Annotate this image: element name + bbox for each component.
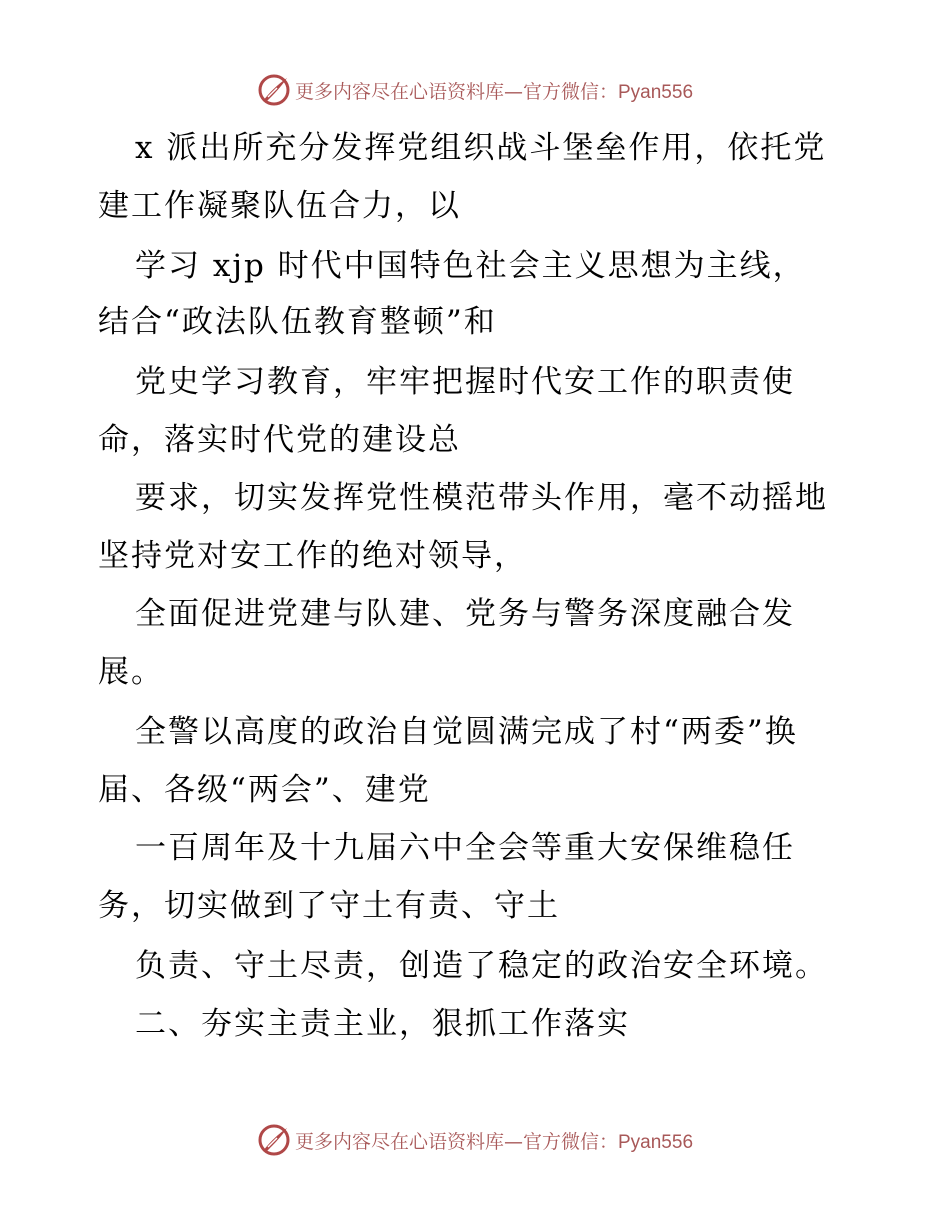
text-line: 党史学习教育，牢牢把握时代安工作的职责使 (135, 364, 795, 400)
footer-watermark (0, 1120, 950, 1160)
text-line: 全面促进党建与队建、党务与警务深度融合发 (135, 596, 795, 632)
text-line: 务，切实做到了守土有责、守土 (98, 888, 560, 924)
text-line: 结合“政法队伍教育整顿”和 (98, 304, 497, 340)
text-line: 全警以高度的政治自觉圆满完成了村“两委”换 (135, 714, 798, 750)
text-line: 届、各级“两会”、建党 (98, 772, 431, 808)
text-line: 负责、守土尽责，创造了稳定的政治安全环境。 (135, 948, 828, 984)
text-line: 命，落实时代党的建设总 (98, 422, 461, 458)
text-line: 要求，切实发挥党性模范带头作用，毫不动摇地 (135, 480, 828, 516)
quill-logo-icon (257, 1123, 291, 1157)
watermark-text: 更多内容尽在心语资料库—官方微信：Pyan556 (294, 1130, 694, 1153)
text-line: 坚持党对安工作的绝对领导， (98, 538, 527, 574)
text-line: 展。 (98, 654, 164, 690)
watermark-text: 更多内容尽在心语资料库—官方微信：Pyan556 (294, 80, 694, 103)
text-line: x 派出所充分发挥党组织战斗堡垒作用，依托党 (135, 130, 827, 166)
text-line: 一百周年及十九届六中全会等重大安保维稳任 (135, 830, 795, 866)
text-line: 建工作凝聚队伍合力，以 (98, 188, 461, 224)
text-line: 学习 xjp 时代中国特色社会主义思想为主线， (135, 248, 806, 284)
section-heading: 二、夯实主责主业，狠抓工作落实 (135, 1006, 630, 1042)
